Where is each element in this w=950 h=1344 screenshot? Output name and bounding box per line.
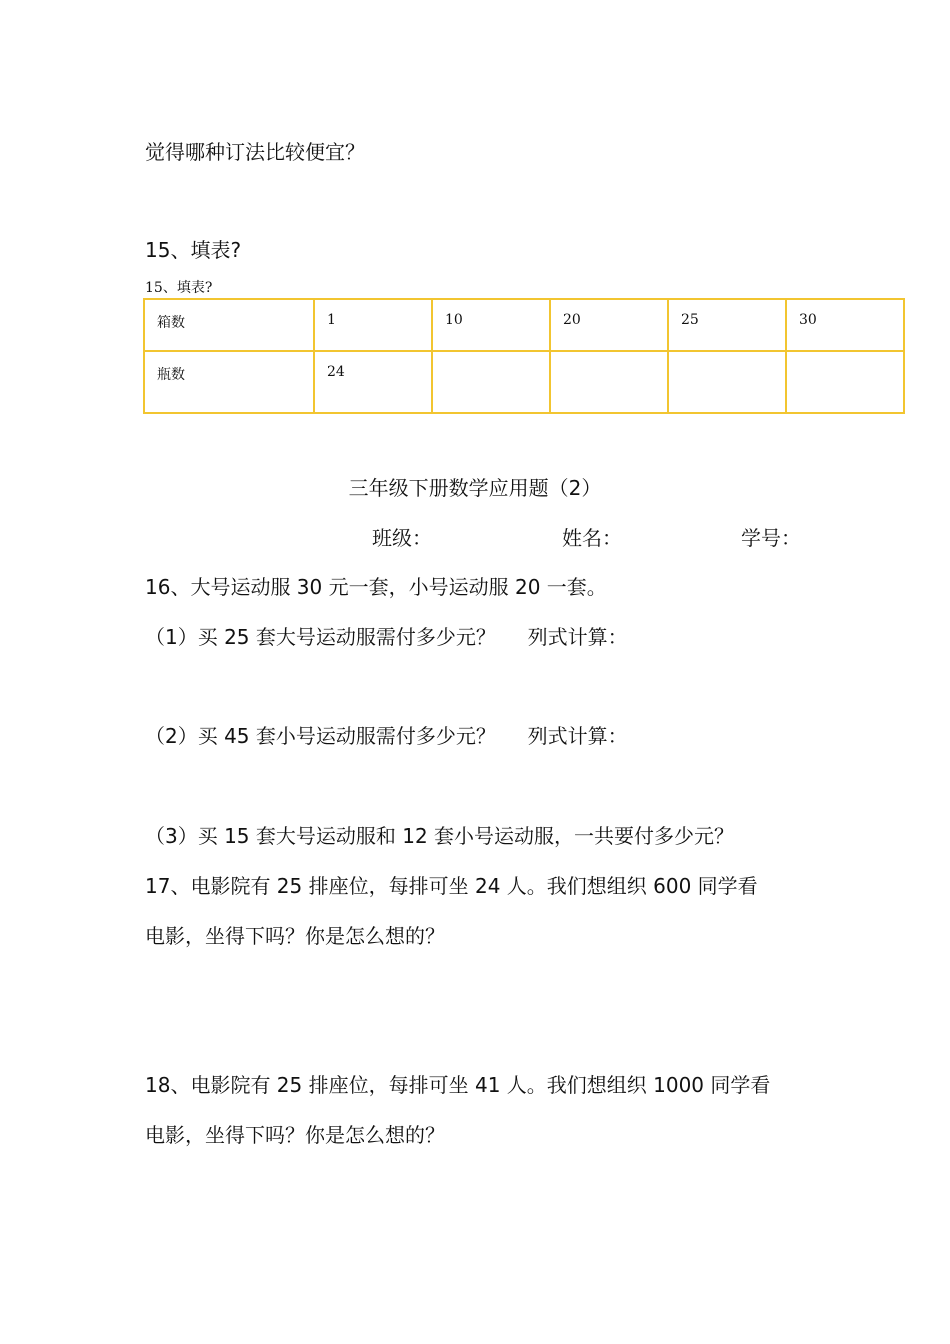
q16-part3: （3）买 15 套大号运动服和 12 套小号运动服，一共要付多少元？ (145, 824, 735, 848)
fill-in-table (143, 298, 905, 414)
table-cell: 瓶数 (144, 351, 314, 413)
name-label: 姓名： (562, 526, 622, 550)
q15-heading: 15、填表? (145, 238, 242, 262)
answer-cell[interactable] (668, 351, 786, 413)
previous-question-tail: 觉得哪种订法比较便宜？ (145, 140, 365, 164)
q15-caption: 15、填表? (145, 280, 213, 296)
q18-line1: 18、电影院有 25 排座位，每排可坐 41 人。我们想组织 1000 同学看 (145, 1073, 771, 1097)
table-row (144, 351, 904, 413)
table-cell: 25 (668, 299, 786, 351)
table-cell: 10 (432, 299, 550, 351)
q16-part2: （2）买 45 套小号运动服需付多少元？ 列式计算： (145, 724, 628, 748)
student-id-label: 学号： (741, 526, 801, 550)
q18-line2: 电影，坐得下吗？你是怎么想的？ (145, 1123, 445, 1147)
q17-line1: 17、电影院有 25 排座位，每排可坐 24 人。我们想组织 600 同学看 (145, 874, 758, 898)
class-label: 班级： (372, 526, 432, 550)
q17-line2: 电影，坐得下吗？你是怎么想的？ (145, 924, 445, 948)
table-cell: 箱数 (144, 299, 314, 351)
answer-cell[interactable] (550, 351, 668, 413)
table-cell: 30 (786, 299, 904, 351)
table-cell: 1 (314, 299, 432, 351)
table-row (144, 299, 904, 351)
q16-text: 16、大号运动服 30 元一套，小号运动服 20 一套。 (145, 575, 607, 599)
section-title: 三年级下册数学应用题（2） (348, 476, 602, 500)
answer-cell[interactable] (432, 351, 550, 413)
answer-cell[interactable] (786, 351, 904, 413)
table-cell: 20 (550, 299, 668, 351)
q16-part1: （1）买 25 套大号运动服需付多少元？ 列式计算： (145, 625, 628, 649)
table-cell: 24 (314, 351, 432, 413)
